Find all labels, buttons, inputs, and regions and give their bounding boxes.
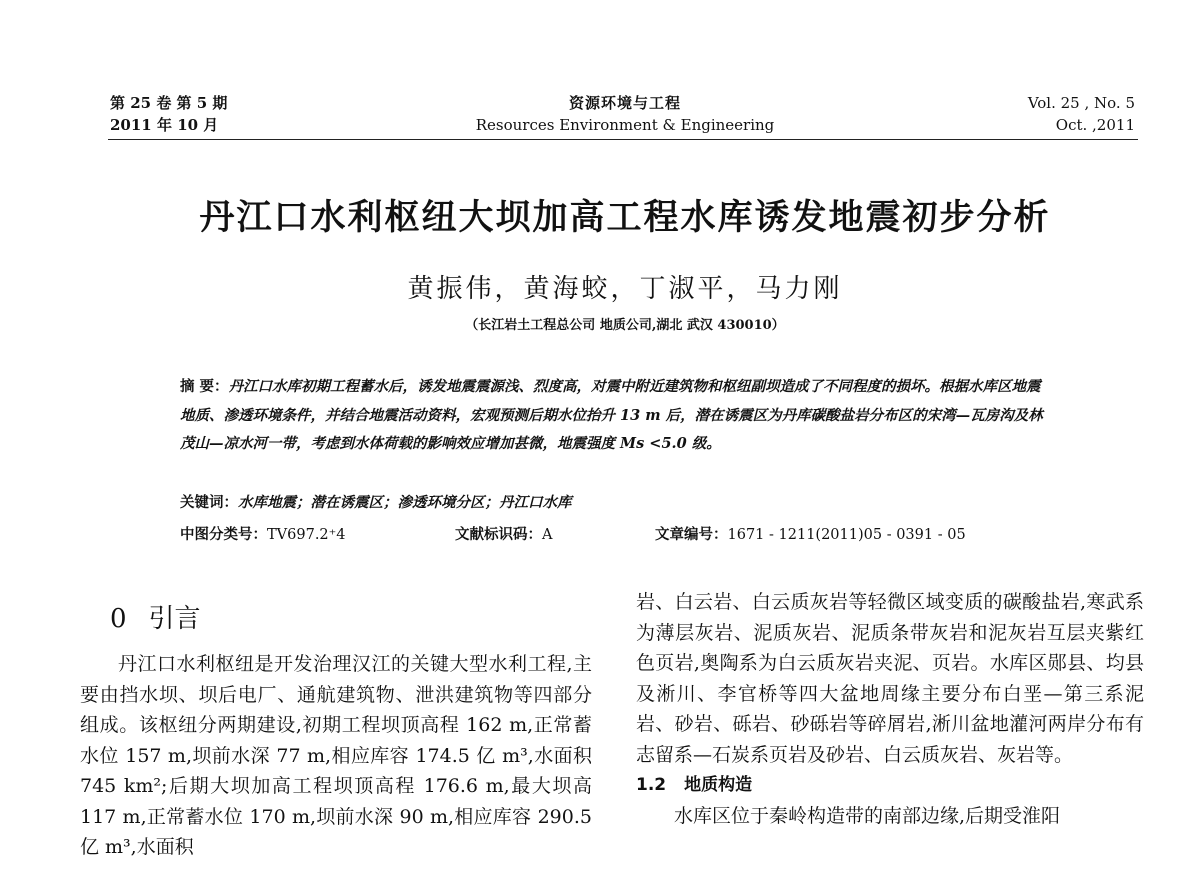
left-column	[80, 649, 592, 863]
stratigraphy-paragraph: 岩、白云岩、白云质灰岩等轻微区域变质的碳酸盐岩,寒武系为薄层灰岩、泥质灰岩、泥质条带灰岩和泥灰岩互层夹紫红色页岩,奥陶系为白云质灰岩夹泥、页岩。水库区郧县、均县及淅川、李官桥等四大盆地周缘主要分布白垩—第三系泥岩、砂岩、砾岩、砂砾岩等碎屑岩,淅川盆地灌河两岸分布有志留系—石炭系页岩及砂岩、白云质灰岩、灰岩等。	[636, 591, 1144, 766]
keywords	[180, 491, 572, 512]
clc-value: TV697.2⁺4	[267, 527, 346, 543]
header-center	[0, 92, 1200, 136]
article-number	[655, 523, 966, 544]
subsection-title: 地质构造	[684, 775, 753, 795]
abstract	[180, 373, 1050, 459]
clc-label: 中图分类号：	[180, 527, 267, 543]
year-month: 2011 年 10 月	[110, 116, 219, 134]
intro-paragraph: 丹江口水利枢纽是开发治理汉江的关键大型水利工程,主要由挡水坝、坝后电厂、通航建筑物、泄洪建筑物等四部分组成。该枢纽分两期建设,初期工程坝顶高程 162 m,正常蓄水位 157 m,坝前水深 77 m,相应库容 174.5 亿 m³,水面积 745 km²;后期大坝加高工程坝顶高程 176.6 m,最大坝高 117 m,正常蓄水位 170 m,坝前水深 90 m,相应库容 290.5 亿 m³,水面积	[80, 653, 592, 858]
header-rule	[108, 139, 1138, 140]
keywords-text: 水库地震；潜在诱震区；渗透环境分区；丹江口水库	[238, 494, 572, 511]
document-code	[455, 523, 552, 544]
section-number: 0	[110, 604, 127, 634]
article-number-label: 文章编号：	[655, 527, 728, 543]
section-heading	[110, 598, 201, 635]
clc-number	[180, 523, 346, 544]
abstract-label: 摘 要：	[180, 378, 229, 395]
volume-en: Vol. 25 , No. 5	[1027, 94, 1135, 112]
authors: 黄振伟，黄海蛟，丁淑平，马力刚	[407, 274, 843, 304]
article-number-value: 1671 - 1211(2011)05 - 0391 - 05	[727, 527, 966, 543]
right-column	[636, 587, 1144, 831]
subsection-heading	[636, 770, 1144, 801]
keywords-label: 关键词：	[180, 495, 238, 511]
paper-title: 丹江口水利枢纽大坝加高工程水库诱发地震初步分析	[199, 198, 1051, 238]
affiliation: （长江岩土工程总公司 地质公司,湖北 武汉 430010）	[465, 318, 785, 333]
volume-issue: 第 25 卷 第 5 期	[110, 94, 228, 112]
header-right	[1028, 92, 1135, 136]
abstract-text: 丹江口水库初期工程蓄水后，诱发地震震源浅、烈度高，对震中附近建筑物和枢纽副坝造成了不同程度的损坏。根据水库区地震地质、渗透环境条件，并结合地震活动资料，宏观预测后期水位抬升 13 m 后，潜在诱震区为丹库碳酸盐岩分布区的宋湾—瓦房沟及林茂山—凉水河一带，考虑到水体荷载的影响效应增加甚微，地震强度 Ms <5.0 级。	[180, 378, 1043, 452]
doc-code-label: 文献标识码：	[455, 527, 542, 543]
journal-name-zh: 资源环境与工程	[568, 94, 681, 112]
section-title: 引言	[148, 604, 201, 634]
date-en: Oct. ,2011	[1055, 116, 1135, 134]
journal-name-en: Resources Environment & Engineering	[475, 116, 775, 134]
subsection-number: 1.2	[636, 775, 667, 795]
doc-code-value: A	[542, 527, 553, 543]
structure-paragraph: 水库区位于秦岭构造带的南部边缘,后期受淮阳	[674, 804, 1061, 827]
